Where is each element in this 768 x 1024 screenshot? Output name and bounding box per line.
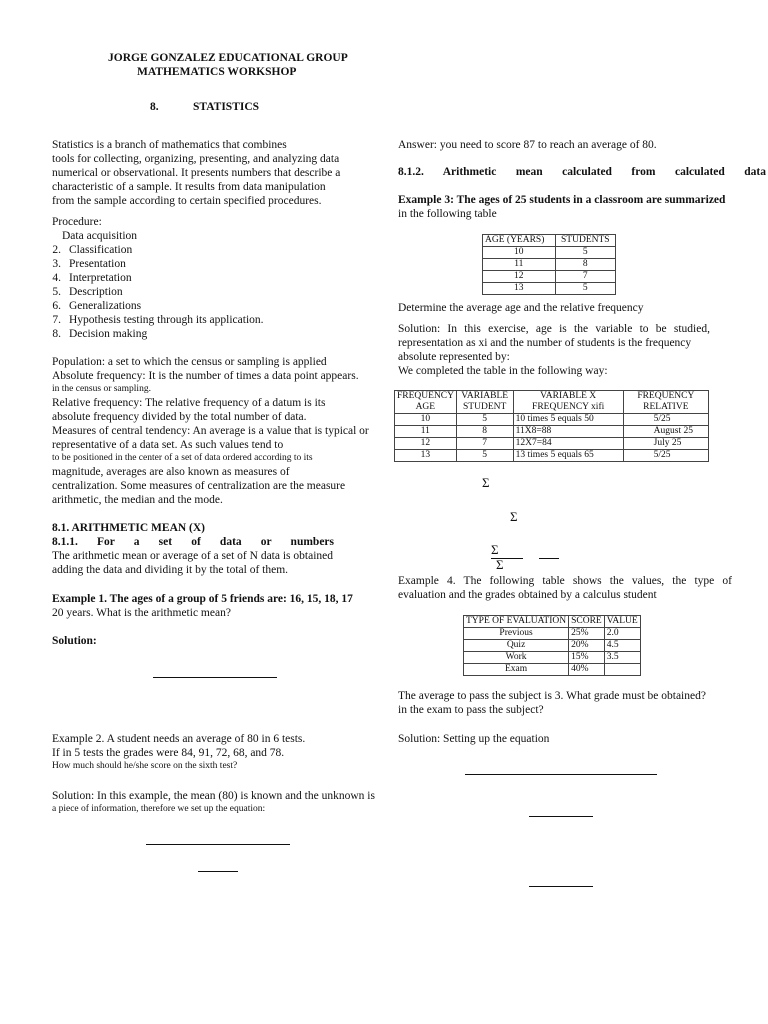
procedure-item: 6. Generalizations: [52, 300, 142, 312]
sigma-symbol: Σ: [510, 509, 518, 524]
age-table: [482, 234, 616, 295]
intro-paragraph: [52, 138, 340, 208]
text-line: a piece of information, therefore we set up the equation:: [52, 804, 266, 814]
fraction-line: [198, 871, 238, 872]
table-row: 13 5 13 times 5 equals 65 5/25: [395, 450, 709, 462]
procedure-item: 8. Decision making: [52, 328, 148, 340]
text-line: representation as xi and the number of students is the frequency: [398, 337, 692, 349]
table-row: 13 5: [483, 283, 616, 295]
org-title: JORGE GONZALEZ EDUCATIONAL GROUP: [108, 52, 348, 64]
procedure-item: 4. Interpretation: [52, 272, 132, 284]
example-1-title: Example 1. The ages of a group of 5 friends are: 16, 15, 18, 17: [52, 593, 353, 605]
definition-line: Absolute frequency: It is the number of times a data point appears.: [52, 370, 359, 382]
table-header: STUDENTS: [555, 235, 615, 247]
text-line: We completed the table in the following way:: [398, 365, 608, 377]
example-2-solution: [52, 789, 375, 816]
intro-line: Statistics is a branch of mathematics that combines: [52, 139, 287, 151]
table-header: FREQUENCY RELATIVE: [623, 391, 708, 414]
table-row: Work 15% 3.5: [464, 652, 641, 664]
sigma-symbol: Σ: [491, 542, 499, 557]
text-line: Solution: In this exercise, age is the variable to be studied,: [398, 323, 710, 335]
procedure-first-item: Data acquisition: [62, 230, 138, 242]
evaluation-table: [463, 615, 641, 676]
text-line: If in 5 tests the grades were 84, 91, 72, 68, and 78.: [52, 747, 285, 759]
text-line: Example 4. The following table shows the values, the type of: [398, 575, 732, 587]
table-row: Previous 25% 2.0: [464, 628, 641, 640]
text-line: How much should he/she score on the sixth test?: [52, 761, 238, 771]
equation-line: [465, 774, 657, 775]
intro-line: from the sample according to certain specified procedures.: [52, 195, 322, 207]
fraction-line: [529, 816, 593, 817]
table-row: 10 5 10 times 5 equals 50 5/25: [395, 414, 709, 426]
answer-text: Answer: you need to score 87 to reach an average of 80.: [398, 139, 657, 151]
table-row: 12 7 12X7=84 July 25: [395, 438, 709, 450]
definition-line: Population: a set to which the census or sampling is applied: [52, 356, 327, 368]
table-row: 11 8 11X8=88 August 25: [395, 426, 709, 438]
definition-line: Measures of central tendency: An average is a value that is typical or: [52, 425, 369, 437]
table-header: SCORE: [569, 616, 605, 628]
workshop-title: MATHEMATICS WORKSHOP: [137, 66, 297, 78]
example-3-text: in the following table: [398, 208, 497, 220]
procedure-list: [38, 243, 264, 341]
sigma-symbol: Σ: [482, 475, 490, 490]
definition-line: absolute frequency divided by the total number of data.: [52, 411, 307, 423]
example-2: [52, 732, 305, 773]
text-line: The arithmetic mean or average of a set of N data is obtained: [52, 550, 333, 562]
procedure-item: 5. Description: [52, 286, 123, 298]
text-line: in the exam to pass the subject?: [398, 704, 544, 716]
intro-line: numerical or observational. It presents numbers that describe a: [52, 167, 341, 179]
definition-line: representative of a data set. As such values tend to: [52, 439, 284, 451]
table-row: 10 5: [483, 247, 616, 259]
frequency-table: [394, 390, 709, 462]
table-row: Quiz 20% 4.5: [464, 640, 641, 652]
text-line: absolute represented by:: [398, 351, 510, 363]
table-header: TYPE OF EVALUATION: [464, 616, 569, 628]
definitions: [52, 355, 369, 507]
table-header-row: [395, 391, 709, 414]
procedure-item: 3. Presentation: [52, 258, 126, 270]
example-3-title: Example 3: The ages of 25 students in a classroom are summarized: [398, 194, 726, 206]
definition-line: centralization. Some measures of centralization are the measure: [52, 480, 346, 492]
procedure-item: 7. Hypothesis testing through its application.: [52, 314, 264, 326]
fraction-line: [153, 677, 277, 678]
procedure-label: Procedure:: [52, 216, 102, 228]
text-line: Example 2. A student needs an average of 80 in 6 tests.: [52, 733, 306, 745]
intro-line: characteristic of a sample. It results from data manipulation: [52, 181, 326, 193]
table-header: VARIABLE X FREQUENCY xifi: [513, 391, 623, 414]
solution-label: Solution:: [52, 635, 97, 647]
definition-line: arithmetic, the median and the mode.: [52, 494, 223, 506]
example-1-question: 20 years. What is the arithmetic mean?: [52, 607, 231, 619]
table-row: Exam 40%: [464, 664, 641, 676]
example-4: [398, 574, 732, 602]
fraction-line: [539, 558, 559, 559]
text-line: The average to pass the subject is 3. What grade must be obtained?: [398, 690, 706, 702]
fraction-line: [529, 886, 593, 887]
text-line: evaluation and the grades obtained by a calculus student: [398, 589, 657, 601]
text-line: Solution: In this example, the mean (80) is known and the unknown is: [52, 790, 375, 802]
table-row: 12 7: [483, 271, 616, 283]
procedure-item: 2. Classification: [52, 244, 133, 256]
section-8-1-title: 8.1. ARITHMETIC MEAN (X): [52, 522, 206, 534]
sigma-symbol: Σ: [496, 557, 504, 572]
definition-line: to be positioned in the center of a set of data ordered according to its: [52, 453, 313, 463]
equation-line: [146, 844, 290, 845]
example-4-solution: Solution: Setting up the equation: [398, 733, 550, 745]
definition-line: magnitude, averages are also known as measures of: [52, 466, 290, 478]
section-number: 8.: [150, 101, 159, 113]
example-3-solution: [398, 322, 710, 378]
table-header: FREQUENCY AGE: [395, 391, 457, 414]
intro-line: tools for collecting, organizing, presenting, and analyzing data: [52, 153, 340, 165]
table-header: VARIABLE STUDENT: [456, 391, 513, 414]
section-8-1-1-text: [52, 549, 333, 577]
table-header: VALUE: [604, 616, 640, 628]
example-4-question: [398, 689, 706, 717]
section-title: STATISTICS: [193, 101, 260, 113]
table-header-row: [483, 235, 616, 247]
table-header: AGE (YEARS): [483, 235, 556, 247]
determine-text: Determine the average age and the relative frequency: [398, 302, 644, 314]
definition-line: in the census or sampling.: [52, 384, 151, 394]
table-header-row: [464, 616, 641, 628]
section-8-1-2-title: 8.1.2. Arithmetic mean calculated from calculated data: [398, 166, 766, 178]
text-line: adding the data and dividing it by the total of them.: [52, 564, 289, 576]
table-row: 11 8: [483, 259, 616, 271]
section-8-1-1-title: 8.1.1. For a set of data or numbers: [52, 536, 334, 548]
definition-line: Relative frequency: The relative frequency of a datum is its: [52, 397, 326, 409]
